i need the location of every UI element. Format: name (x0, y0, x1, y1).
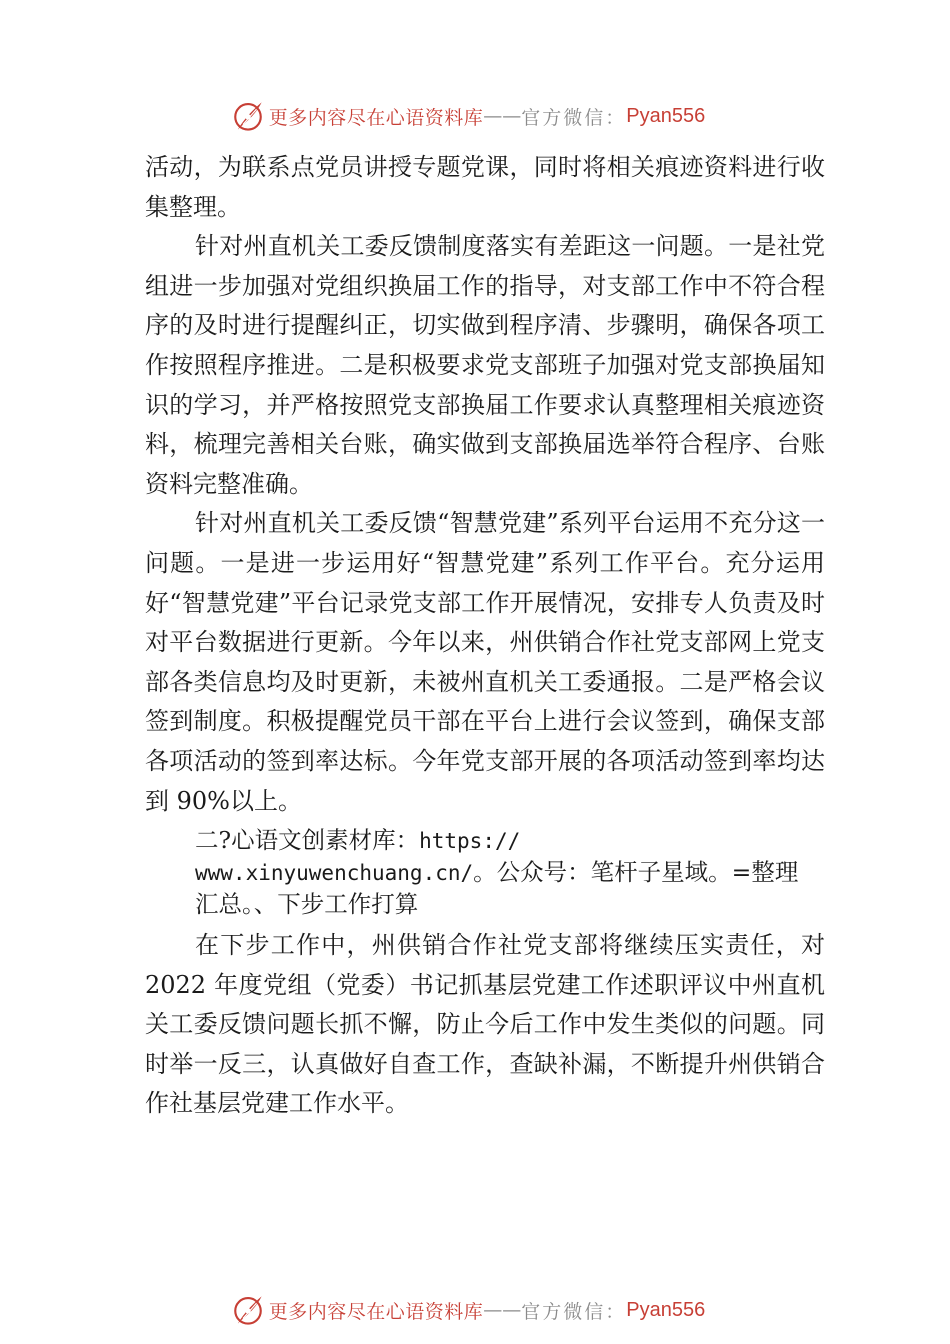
watermark-wechat-id: Pyan556 (626, 104, 706, 127)
watermark-wechat-label: 官方微信： (521, 106, 627, 129)
section-heading-next-steps: 汇总。、下步工作打算 (195, 890, 419, 919)
paragraph-inserted-source-note (195, 825, 825, 920)
paragraph-continuation: 活动，为联系点党员讲授专题党课，同时将相关痕迹资料进行收集整理。 (145, 153, 825, 221)
watermark-main-text: 更多内容尽在心语资料库 (268, 106, 484, 129)
footer-watermark (0, 1290, 950, 1330)
watermark-wechat-label: 官方微信： (521, 1300, 627, 1323)
source-note-middle: 。公众号：笔杆子星域。=整理 (473, 858, 799, 887)
paragraph-next-steps: 在下步工作中，州供销合作社党支部将继续压实责任，对 2022 年度党组（党委）书记抓基层党建工作述职评议中州直机关工委反馈问题长抓不懈，防止今后工作中发生类似的问题。同时举一反三，认真做好自查工作，查缺补漏，不断提升州供销合作社基层党建工作水平。 (145, 931, 825, 1118)
paragraph-system-implementation: 针对州直机关工委反馈制度落实有差距这一问题。一是社党组进一步加强对党组织换届工作的指导，对支部工作中不符合程序的及时进行提醒纠正，切实做到程序清、步骤明，确保各项工作按照程序推进。二是积极要求党支部班子加强对党支部换届知识的学习，并严格按照党支部换届工作要求认真整理相关痕迹资料，梳理完善相关台账，确实做到支部换届选举符合程序、台账资料完整准确。 (145, 232, 825, 498)
watermark-dash: —— (483, 1299, 522, 1321)
source-note-url-domain: www.xinyuwenchuang.cn/ (195, 861, 474, 886)
quill-pen-icon (231, 99, 265, 133)
source-note-url-scheme: https:// (419, 829, 521, 854)
watermark-main-text: 更多内容尽在心语资料库 (268, 1300, 484, 1323)
header-watermark (0, 96, 950, 136)
watermark-dash: —— (483, 105, 522, 127)
watermark-wechat-id: Pyan556 (626, 1298, 706, 1321)
document-body (145, 148, 825, 1124)
source-note-prefix: 二?心语文创素材库： (195, 826, 420, 855)
paragraph-smart-party-platform: 针对州直机关工委反馈“智慧党建”系列平台运用不充分这一问题。一是进一步运用好“智慧党建”系列工作平台。充分运用好“智慧党建”平台记录党支部工作开展情况，安排专人负责及时对平台数据进行更新。今年以来，州供销合作社党支部网上党支部各类信息均及时更新，未被州直机关工委通报。二是严格会议签到制度。积极提醒党员干部在平台上进行会议签到，确保支部各项活动的签到率达标。今年党支部开展的各项活动签到率均达到 90%以上。 (145, 509, 825, 815)
quill-pen-icon (231, 1293, 265, 1327)
